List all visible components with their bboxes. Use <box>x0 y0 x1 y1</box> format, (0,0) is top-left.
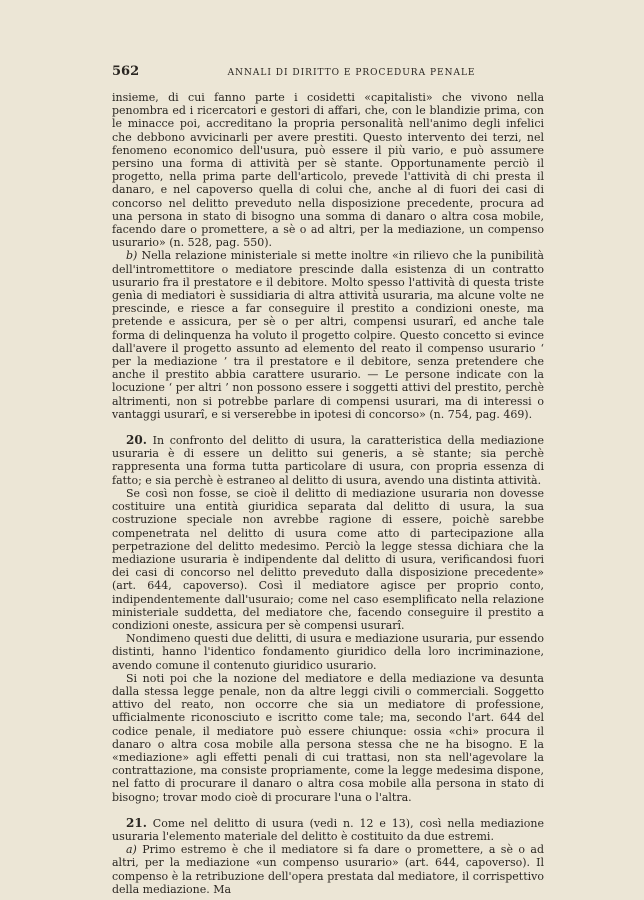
page-number: 562 <box>112 64 140 79</box>
body-text <box>112 91 544 896</box>
section-20: 20. In confronto del delitto di usura, la caratteristica della mediazione usuraria è di essere un delitto sui generis, a sè stante; sia perchè rappresenta una forma tutta particolare di usura, con propria essenza di fatto; e sia perchè è estraneo al delitto di usura, avendo una distinta attività. <box>112 433 544 487</box>
page-header <box>112 64 544 79</box>
section-number: 21. <box>126 815 147 830</box>
running-head: ANNALI DI DIRITTO E PROCEDURA PENALE <box>227 68 476 78</box>
paragraph-a: a) Primo estremo è che il mediatore si fa dare o promettere, a sè o ad altri, per la mediazione «un compenso usurario» (art. 644, capoverso). Il compenso è la retribuzione dell'opera prestata dal mediatore, il corrispettivo della mediazione. Ma <box>112 843 544 896</box>
paragraph: Se così non fosse, se cioè il delitto di mediazione usuraria non dovesse costituire una entità giuridica separata dal delitto di usura, la sua costruzione speciale non avrebbe ragione di essere, poichè sarebbe compenetrata nel delitto di usura come atto di partecipazione alla perpetrazione del delitto medesimo. Perciò la legge stessa dichiara che la mediazione usuraria è indipendente dal delitto di usura, verificandosi fuori dei casi di concorso nel delitto preveduto dalla disposizione precedente» (art. 644, capoverso). Così il mediatore agisce per proprio conto, indipendentemente dall'usuraio; come nel caso esemplificato nella relazione ministeriale suddetta, del mediatore che, facendo conseguire il prestito a condizioni oneste, assicura per sè compensi usurarî. <box>112 486 544 632</box>
section-number: 20. <box>126 433 147 448</box>
item-letter: b) <box>126 249 138 263</box>
item-letter: a) <box>126 843 137 857</box>
section-21: 21. Come nel delitto di usura (vedi n. 12 e 13), così nella mediazione usuraria l'elemento materiale del delitto è costituito da due estremi. <box>112 815 544 843</box>
paragraph: Nondimeno questi due delitti, di usura e mediazione usuraria, pur essendo distinti, hanno l'identico fondamento giuridico della loro incriminazione, avendo comune il contenuto giuridico usurario. <box>112 632 544 672</box>
paragraph: Si noti poi che la nozione del mediatore e della mediazione va desunta dalla stessa legge penale, non da altre leggi civili o commerciali. Soggetto attivo del reato, non occorre che sia un mediatore di professione, ufficialmente riconosciuto e iscritto come tale; ma, secondo l'art. 644 del codice penale, il mediatore può essere chiunque: ossia «chi» procura il danaro o altra cosa mobile alla persona stessa che ne ha bisogno. E la «mediazione» agli effetti penali di cui trattasi, non sta nell'agevolare la contrattazione, ma consiste propriamente, come la legge medesima dispone, nel fatto di procurare il danaro o altra cosa mobile alla persona in stato di bisogno; trovar modo cioè di procurare l'una o l'altra. <box>112 671 544 804</box>
paragraph-continuation: insieme, di cui fanno parte i cosidetti «capitalisti» che vivono nella penombra ed i ricercatori e gestori di affari, che, con le blandizie prima, con le minacce poi, accreditano la propria personalità nell'animo degli infelici che debbono avvicinarli per avere prestiti. Questo intervento dei terzi, nel fenomeno economico dell'usura, può essere il più vario, e può assumere persino una forma di attività per sè stante. Opportunamente perciò il progetto, nella prima parte dell'articolo, prevede l'attività di chi presta il danaro, e nel capoverso quella di colui che, anche al di fuori dei casi di concorso nel delitto preveduto nella disposizione precedente, procura ad una persona in stato di bisogno una somma di danaro o altra cosa mobile, facendo dare o promettere, a sè o ad altri, per la mediazione, un compenso usurario» (n. 528, pag. 550). <box>112 91 544 250</box>
paragraph-b: b) Nella relazione ministeriale si mette inoltre «in rilievo che la punibilità dell'intromettitore o mediatore prescinde dalla esistenza di un contratto usurario fra il prestatore e il debitore. Molto spesso l'attività di questa triste genìa di mediatori è sussidiaria di altra attività usuraria, ma alcune volte ne prescinde, e riesce a far conseguire il prestito a condizioni oneste, ma pretende e assicura, per sè o per altri, compensi usurarî, ed anche tale forma di delinquenza ha voluto il progetto colpire. Questo concetto si evince dall'avere il progetto assunto ad elemento del reato il compenso usurario ‘ per la mediazione ’ tra il prestatore e il debitore, senza pretendere che anche il prestito abbia carattere usurario. — Le persone indicate con la locuzione ‘ per altri ’ non possono essere i soggetti attivi del prestito, perchè altrimenti, non si potrebbe parlare di compensi usurari, ma di interessi o vantaggi usurarî, e si verserebbe in ipotesi di concorso» (n. 754, pag. 469). <box>112 249 544 421</box>
